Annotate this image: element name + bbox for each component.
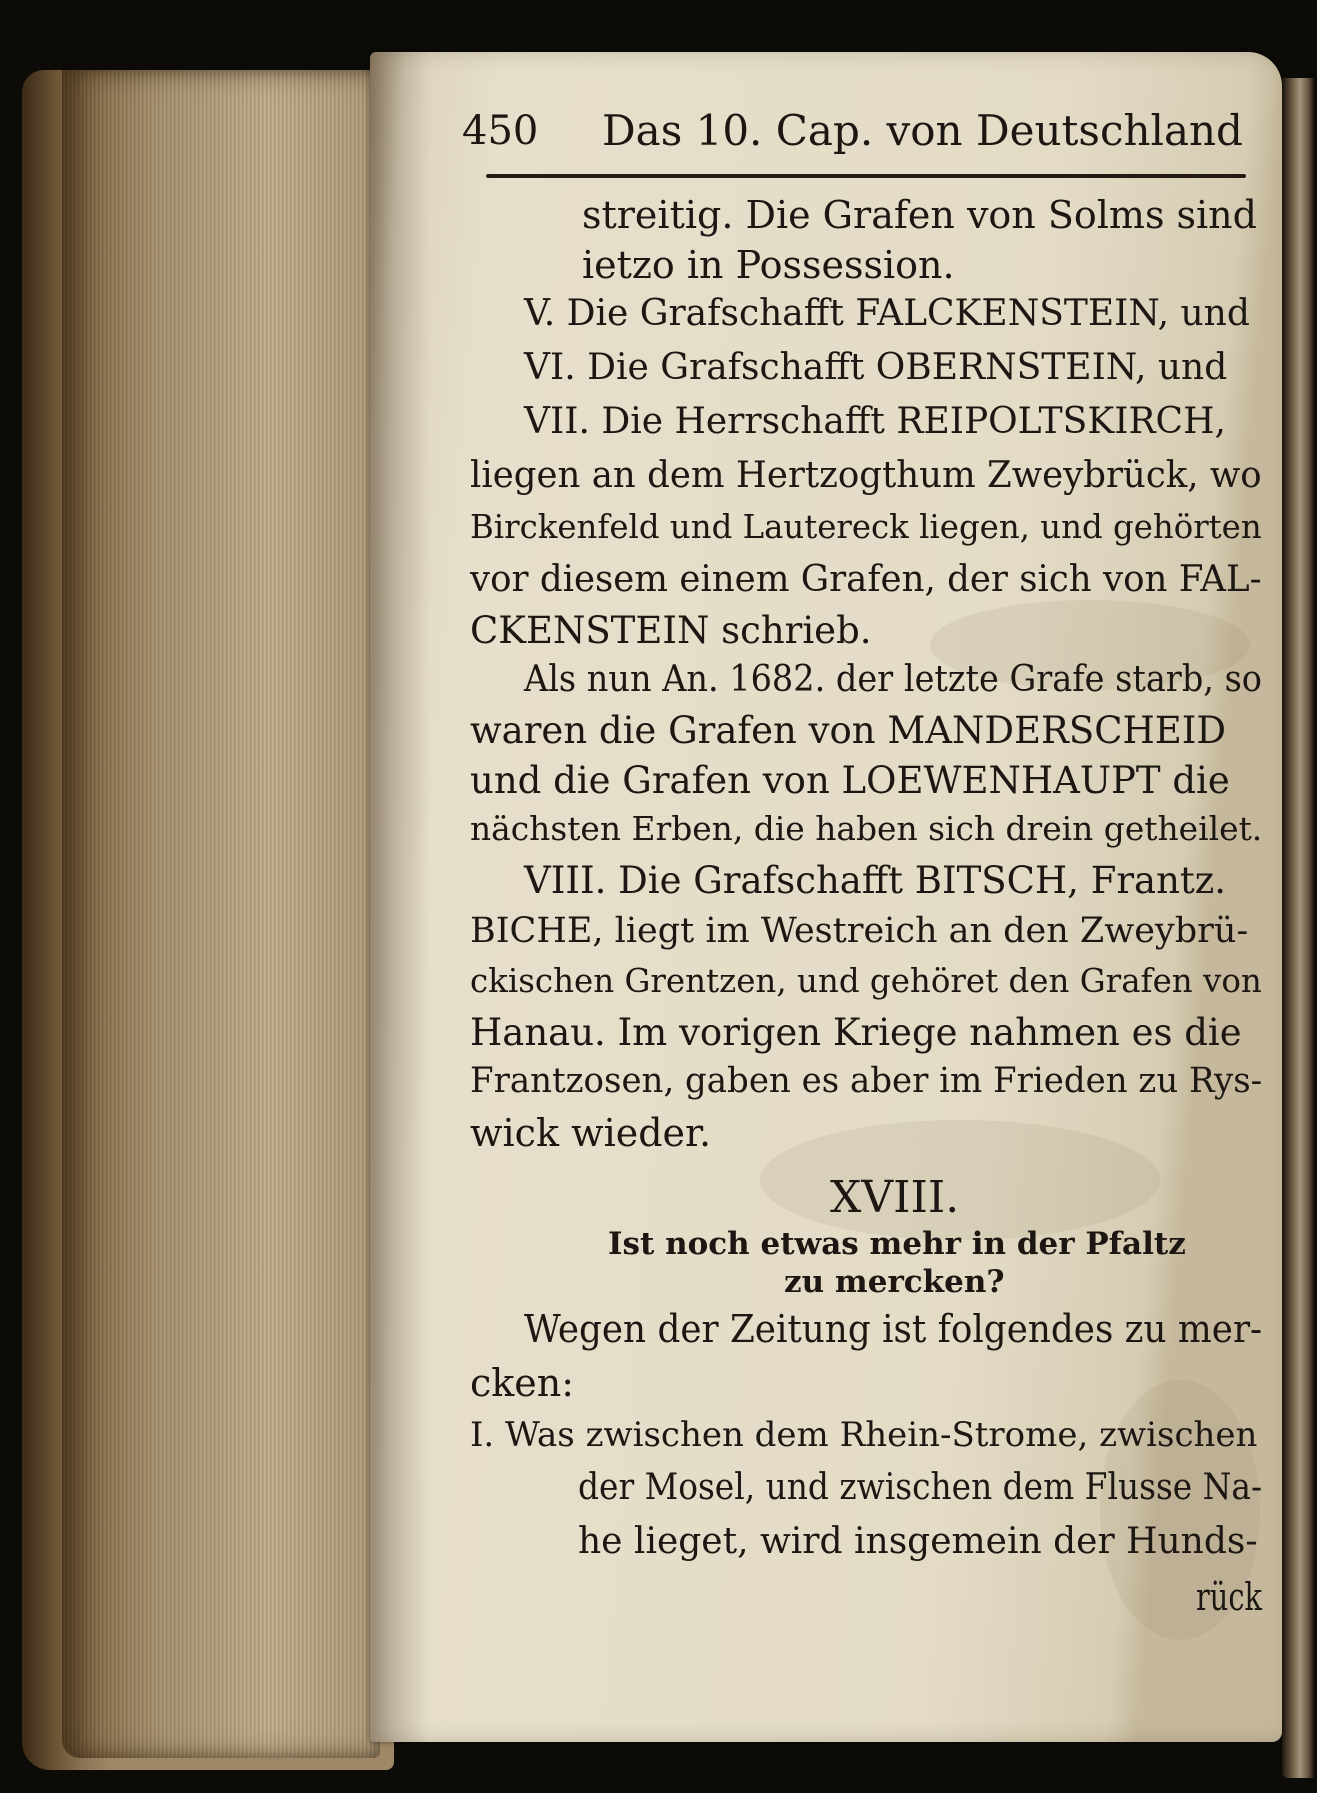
answer-line: cken: <box>470 1361 575 1405</box>
paper-stain <box>760 1120 1160 1240</box>
body-line: und die Grafen von LOEWENHAUPT die <box>470 759 1230 802</box>
body-line: ckischen Grentzen, und gehöret den Grafen von <box>470 961 1262 1000</box>
answer-line: he lieget, wird insgemein der Hunds- <box>578 1521 1258 1562</box>
gutter-shadow <box>370 52 430 1742</box>
body-line: nächsten Erben, die haben sich drein getheilet. <box>470 809 1263 848</box>
catchword: rück <box>1196 1575 1262 1619</box>
answer-line: Wegen der Zeitung ist folgendes zu mer- <box>524 1307 1263 1351</box>
header-rule <box>486 174 1246 178</box>
body-line: ietzo in Possession. <box>582 243 955 287</box>
body-line: Birckenfeld und Lautereck liegen, und gehörten <box>470 507 1262 546</box>
body-line: Als nun An. 1682. der letzte Grafe starb, so <box>524 659 1262 700</box>
running-title: Das 10. Cap. von Deutschland <box>602 106 1243 155</box>
page-number: 450 <box>462 108 539 154</box>
body-line: V. Die Grafschafft FALCKENSTEIN, und <box>524 293 1250 334</box>
body-line: BICHE, liegt im Westreich an den Zweybrü- <box>470 911 1249 951</box>
body-line: liegen an dem Hertzogthum Zweybrück, wo <box>470 455 1262 496</box>
body-line: VI. Die Grafschafft OBERNSTEIN, und <box>524 347 1228 388</box>
body-line: Frantzosen, gaben es aber im Frieden zu Rys- <box>470 1061 1263 1101</box>
next-page-edge <box>1282 78 1314 1778</box>
section-question: zu mercken? <box>784 1264 1005 1300</box>
section-question: Ist noch etwas mehr in der Pfaltz <box>608 1226 1186 1262</box>
body-line: Hanau. Im vorigen Kriege nahmen es die <box>470 1011 1242 1054</box>
body-line: streitig. Die Grafen von Solms sind <box>582 193 1257 237</box>
answer-line: der Mosel, und zwischen dem Flusse Na- <box>578 1467 1263 1508</box>
body-line: VIII. Die Grafschafft BITSCH, Frantz. <box>524 859 1227 902</box>
body-line: waren die Grafen von MANDERSCHEID <box>470 709 1227 752</box>
section-number: XVIII. <box>830 1172 960 1223</box>
body-line: VII. Die Herrschafft REIPOLTSKIRCH, <box>524 401 1226 442</box>
body-line: CKENSTEIN schrieb. <box>470 609 872 652</box>
body-line: vor diesem einem Grafen, der sich von FAL- <box>470 559 1262 600</box>
page-fore-edge <box>62 70 380 1758</box>
body-line: wick wieder. <box>470 1111 712 1155</box>
answer-line: I. Was zwischen dem Rhein-Strome, zwischen <box>470 1415 1258 1455</box>
